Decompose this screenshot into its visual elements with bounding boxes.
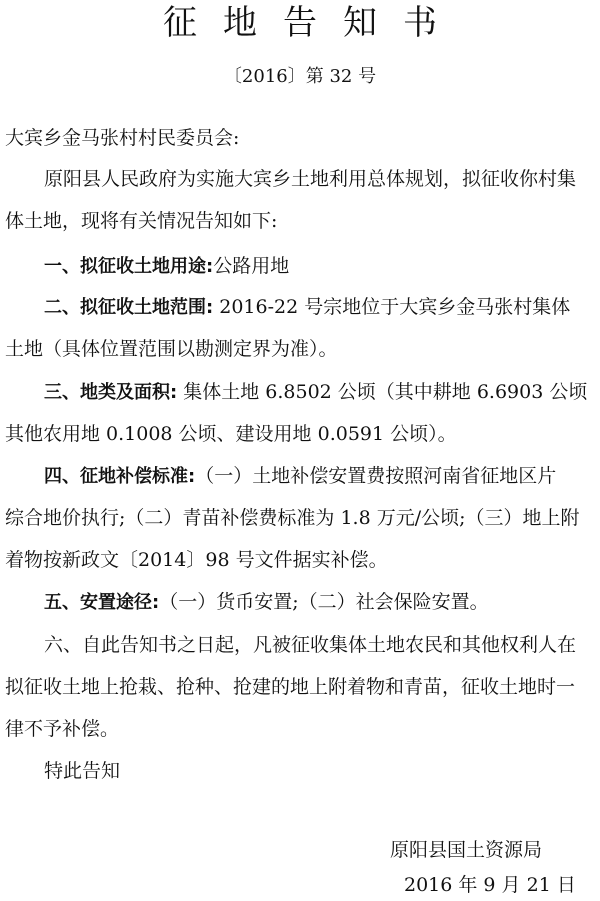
intro-line-2: 体土地，现将有关情况告知如下: [5,210,278,232]
intro-line-1: 原阳县人民政府为实施大宾乡土地利用总体规划，拟征收你村集 [44,168,577,190]
item-scope-text-1: 2016-22 号宗地位于大宾乡金马张村集体 [213,296,571,318]
item-resettlement-text: （一）货币安置;（二）社会保险安置。 [159,591,489,613]
closing-text: 特此告知 [44,760,121,782]
item-compensation-heading: 四、征地补偿标准: [44,466,196,487]
item-compensation [44,464,556,489]
item-usage [44,254,289,279]
notice-line-2: 拟征收土地上抢栽、抢种、抢建的地上附着物和青苗，征收土地时一 [5,676,576,698]
document-number: 〔2016〕第 32 号 [223,66,377,87]
item-usage-heading: 一、拟征收土地用途: [44,256,214,277]
item-compensation-text-1: （一）土地补偿安置费按照河南省征地区片 [195,465,557,487]
item-usage-text: 公路用地 [213,255,290,277]
issue-date: 2016 年 9 月 21 日 [404,874,576,896]
item-resettlement [44,590,489,615]
issuer-name: 原阳县国土资源局 [390,839,543,861]
item-compensation-text-2: 综合地价执行;（二）青苗补偿费标准为 1.8 万元/公顷;（三）地上附 [5,507,580,529]
item-scope [44,295,570,320]
item-compensation-text-3: 着物按新政文〔2014〕98 号文件据实补偿。 [5,549,388,571]
document-title: 征地告知书 [163,3,463,43]
item-resettlement-heading: 五、安置途径: [44,592,160,613]
salutation: 大宾乡金马张村村民委员会: [5,127,240,149]
item-area [44,380,587,405]
item-scope-heading: 二、拟征收土地范围: [44,297,214,318]
item-area-text-1: 集体土地 6.8502 公顷（其中耕地 6.6903 公顷 [177,381,588,403]
item-scope-text-2: 土地（具体位置范围以勘测定界为准）。 [5,338,338,360]
notice-line-1: 六、自此告知书之日起，凡被征收集体土地农民和其他权利人在 [44,634,577,656]
item-area-text-2: 其他农用地 0.1008 公顷、建设用地 0.0591 公顷）。 [5,423,457,445]
item-area-heading: 三、地类及面积: [44,382,178,403]
notice-line-3: 律不予补偿。 [5,718,120,740]
